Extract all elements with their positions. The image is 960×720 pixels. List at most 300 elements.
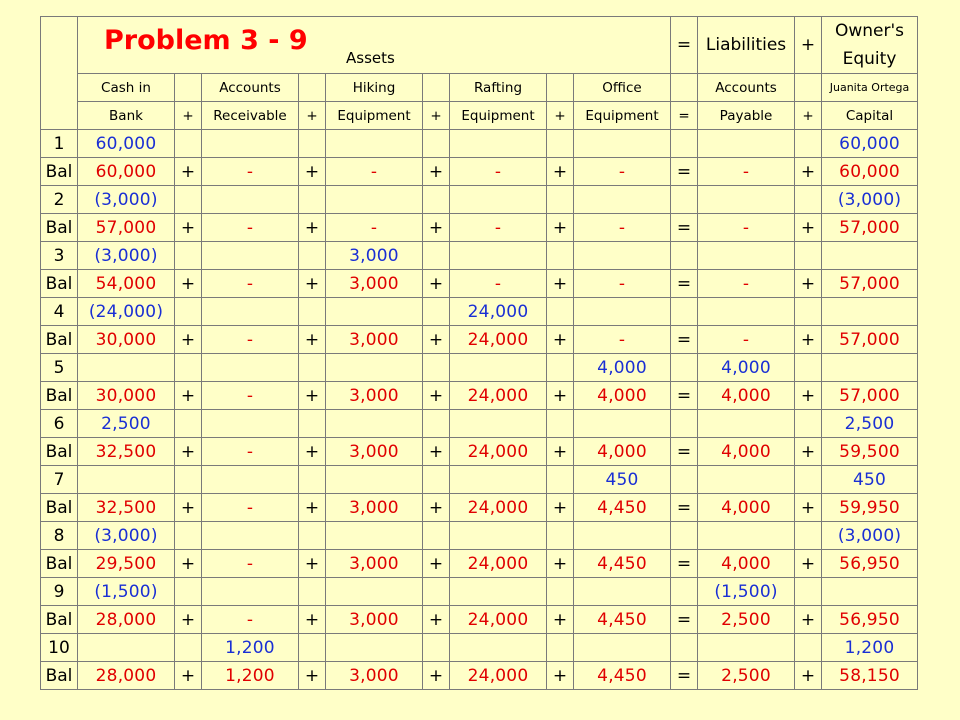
- equals-sign: [671, 298, 698, 326]
- cell-rafting: [450, 130, 547, 158]
- cell-capital: [822, 298, 918, 326]
- plus-sign: +: [795, 438, 822, 466]
- plus-sign: +: [795, 550, 822, 578]
- op-cell: [671, 74, 698, 102]
- cell-ar: [202, 410, 299, 438]
- cell-rafting: 24,000: [450, 382, 547, 410]
- row-label: 7: [41, 466, 78, 494]
- plus-sign: [423, 522, 450, 550]
- plus-sign: +: [299, 270, 326, 298]
- cell-cash: (3,000): [78, 242, 175, 270]
- owners-equity-line-2: Equity: [842, 49, 897, 69]
- cell-hiking: 3,000: [326, 662, 423, 690]
- cell-rafting: 24,000: [450, 438, 547, 466]
- cell-rafting: [450, 634, 547, 662]
- plus-sign: +: [423, 102, 450, 130]
- cell-office: -: [574, 214, 671, 242]
- col-hiking-header-2: Equipment: [326, 102, 423, 130]
- plus-sign: [299, 354, 326, 382]
- plus-sign: [175, 578, 202, 606]
- op-cell: [175, 74, 202, 102]
- plus-sign: +: [795, 494, 822, 522]
- balance-row: [41, 214, 918, 242]
- cell-rafting: 24,000: [450, 298, 547, 326]
- cell-capital: (3,000): [822, 522, 918, 550]
- col-cash-header-2: Bank: [78, 102, 175, 130]
- cell-hiking: 3,000: [326, 242, 423, 270]
- plus-sign: +: [547, 270, 574, 298]
- plus-sign: [175, 410, 202, 438]
- plus-sign: +: [547, 158, 574, 186]
- plus-sign: +: [299, 606, 326, 634]
- cell-hiking: 3,000: [326, 326, 423, 354]
- cell-ap: [698, 410, 795, 438]
- cell-rafting: [450, 522, 547, 550]
- cell-ap: [698, 242, 795, 270]
- cell-office: 4,450: [574, 550, 671, 578]
- cell-office: -: [574, 158, 671, 186]
- cell-ap: -: [698, 270, 795, 298]
- cell-ar: [202, 354, 299, 382]
- cell-ar: -: [202, 326, 299, 354]
- cell-office: [574, 578, 671, 606]
- col-rafting-header-2: Equipment: [450, 102, 547, 130]
- cell-hiking: [326, 634, 423, 662]
- cell-rafting: 24,000: [450, 550, 547, 578]
- plus-sign: [299, 130, 326, 158]
- transaction-row: [41, 522, 918, 550]
- cell-ap: [698, 186, 795, 214]
- plus-sign: +: [795, 158, 822, 186]
- plus-sign: +: [795, 326, 822, 354]
- cell-capital: 60,000: [822, 130, 918, 158]
- plus-sign: +: [423, 270, 450, 298]
- cell-rafting: 24,000: [450, 326, 547, 354]
- plus-sign: +: [175, 102, 202, 130]
- cell-capital: 57,000: [822, 326, 918, 354]
- equals-sign: =: [671, 438, 698, 466]
- row-label: 5: [41, 354, 78, 382]
- balance-row: [41, 382, 918, 410]
- cell-cash: [78, 466, 175, 494]
- plus-sign: [795, 298, 822, 326]
- plus-sign: +: [175, 550, 202, 578]
- cell-office: [574, 242, 671, 270]
- cell-capital: [822, 578, 918, 606]
- cell-hiking: [326, 410, 423, 438]
- cell-capital: 57,000: [822, 270, 918, 298]
- cell-cash: 30,000: [78, 382, 175, 410]
- cell-hiking: -: [326, 214, 423, 242]
- plus-sign: +: [299, 382, 326, 410]
- cell-capital: 450: [822, 466, 918, 494]
- cell-ap: -: [698, 214, 795, 242]
- transaction-row: [41, 466, 918, 494]
- equals-sign: [671, 242, 698, 270]
- header-row-top: [41, 17, 918, 74]
- cell-ap: 2,500: [698, 662, 795, 690]
- cell-rafting: [450, 578, 547, 606]
- plus-sign: +: [795, 606, 822, 634]
- cell-ar: -: [202, 606, 299, 634]
- plus-sign: [423, 354, 450, 382]
- plus-sign: [299, 634, 326, 662]
- equals-sign: [671, 522, 698, 550]
- cell-rafting: -: [450, 158, 547, 186]
- plus-sign: [795, 634, 822, 662]
- cell-cash: 57,000: [78, 214, 175, 242]
- plus-sign: +: [175, 382, 202, 410]
- cell-ar: -: [202, 550, 299, 578]
- balance-row: [41, 662, 918, 690]
- plus-sign: [299, 186, 326, 214]
- row-label: 4: [41, 298, 78, 326]
- row-label: 8: [41, 522, 78, 550]
- plus-sign: [423, 578, 450, 606]
- cell-ap: 2,500: [698, 606, 795, 634]
- cell-office: -: [574, 270, 671, 298]
- plus-sign: [175, 298, 202, 326]
- plus-sign: +: [299, 494, 326, 522]
- balance-row: [41, 550, 918, 578]
- equals-sign: =: [671, 606, 698, 634]
- cell-ar: [202, 130, 299, 158]
- col-office-header-2: Equipment: [574, 102, 671, 130]
- cell-cash: 29,500: [78, 550, 175, 578]
- equals-sign: =: [671, 17, 698, 74]
- cell-cash: 30,000: [78, 326, 175, 354]
- cell-capital: [822, 354, 918, 382]
- col-ap-header-1: Accounts: [698, 74, 795, 102]
- plus-sign: [547, 578, 574, 606]
- plus-sign: [795, 130, 822, 158]
- owners-equity-line-1: Owner's: [834, 21, 905, 41]
- cell-capital: 56,950: [822, 606, 918, 634]
- plus-sign: +: [547, 102, 574, 130]
- plus-sign: +: [547, 606, 574, 634]
- plus-sign: [423, 186, 450, 214]
- plus-sign: +: [547, 382, 574, 410]
- cell-office: 4,000: [574, 354, 671, 382]
- corner-cell: [41, 17, 78, 130]
- plus-sign: +: [175, 662, 202, 690]
- col-ar-header-2: Receivable: [202, 102, 299, 130]
- cell-capital: 59,500: [822, 438, 918, 466]
- cell-cash: 32,500: [78, 438, 175, 466]
- cell-ar: [202, 578, 299, 606]
- plus-sign: +: [299, 550, 326, 578]
- cell-rafting: 24,000: [450, 662, 547, 690]
- cell-cash: 60,000: [78, 158, 175, 186]
- plus-sign: +: [547, 662, 574, 690]
- plus-sign: [547, 298, 574, 326]
- cell-hiking: 3,000: [326, 550, 423, 578]
- cell-rafting: -: [450, 214, 547, 242]
- plus-sign: +: [795, 662, 822, 690]
- cell-ap: 4,000: [698, 438, 795, 466]
- plus-sign: +: [175, 606, 202, 634]
- plus-sign: +: [547, 214, 574, 242]
- cell-cash: 32,500: [78, 494, 175, 522]
- transaction-row: [41, 242, 918, 270]
- balance-row: [41, 270, 918, 298]
- plus-sign: [175, 634, 202, 662]
- plus-sign: [299, 298, 326, 326]
- plus-sign: [795, 410, 822, 438]
- col-hiking-header-1: Hiking: [326, 74, 423, 102]
- cell-office: [574, 634, 671, 662]
- plus-sign: [795, 466, 822, 494]
- plus-sign: [175, 242, 202, 270]
- cell-hiking: [326, 522, 423, 550]
- plus-sign: [299, 242, 326, 270]
- plus-sign: +: [299, 438, 326, 466]
- cell-ar: [202, 298, 299, 326]
- row-label: 10: [41, 634, 78, 662]
- plus-sign: [175, 466, 202, 494]
- plus-sign: [423, 130, 450, 158]
- row-label: Bal: [41, 382, 78, 410]
- cell-hiking: [326, 298, 423, 326]
- equals-sign: =: [671, 158, 698, 186]
- cell-ap: [698, 634, 795, 662]
- cell-hiking: [326, 186, 423, 214]
- cell-cash: [78, 634, 175, 662]
- transaction-row: [41, 578, 918, 606]
- plus-sign: [299, 466, 326, 494]
- cell-hiking: [326, 130, 423, 158]
- plus-sign: [795, 522, 822, 550]
- header-row-2: [41, 74, 918, 102]
- cell-capital: [822, 242, 918, 270]
- plus-sign: [795, 242, 822, 270]
- cell-cash: (3,000): [78, 186, 175, 214]
- plus-sign: +: [175, 214, 202, 242]
- plus-sign: +: [547, 550, 574, 578]
- cell-rafting: 24,000: [450, 494, 547, 522]
- row-label: 3: [41, 242, 78, 270]
- row-label: Bal: [41, 438, 78, 466]
- equals-sign: =: [671, 270, 698, 298]
- plus-sign: [547, 634, 574, 662]
- equals-sign: [671, 354, 698, 382]
- assets-label: Assets: [346, 49, 395, 67]
- cell-cash: (24,000): [78, 298, 175, 326]
- plus-sign: +: [795, 382, 822, 410]
- cell-ap: 4,000: [698, 550, 795, 578]
- cell-office: [574, 410, 671, 438]
- cell-ap: (1,500): [698, 578, 795, 606]
- transaction-row: [41, 634, 918, 662]
- row-label: Bal: [41, 550, 78, 578]
- transaction-row: [41, 410, 918, 438]
- row-label: Bal: [41, 158, 78, 186]
- cell-capital: 2,500: [822, 410, 918, 438]
- plus-sign: [175, 522, 202, 550]
- plus-sign: +: [423, 606, 450, 634]
- col-cash-header-1: Cash in: [78, 74, 175, 102]
- equals-sign: =: [671, 326, 698, 354]
- plus-sign: [547, 242, 574, 270]
- transaction-row: [41, 130, 918, 158]
- transaction-row: [41, 298, 918, 326]
- plus-sign: [547, 186, 574, 214]
- balance-row: [41, 494, 918, 522]
- cell-office: 4,000: [574, 382, 671, 410]
- plus-sign: +: [423, 214, 450, 242]
- op-cell: [547, 74, 574, 102]
- row-label: Bal: [41, 270, 78, 298]
- row-label: 9: [41, 578, 78, 606]
- transaction-row: [41, 186, 918, 214]
- cell-ar: -: [202, 158, 299, 186]
- row-label: Bal: [41, 662, 78, 690]
- plus-sign: +: [299, 158, 326, 186]
- cell-capital: 60,000: [822, 158, 918, 186]
- plus-sign: +: [175, 158, 202, 186]
- cell-ar: -: [202, 214, 299, 242]
- cell-cash: 2,500: [78, 410, 175, 438]
- plus-sign: [423, 298, 450, 326]
- row-label: Bal: [41, 494, 78, 522]
- cell-ar: [202, 466, 299, 494]
- cell-hiking: -: [326, 158, 423, 186]
- cell-ar: [202, 186, 299, 214]
- cell-office: [574, 298, 671, 326]
- equals-sign: [671, 186, 698, 214]
- cell-hiking: 3,000: [326, 382, 423, 410]
- plus-sign: +: [795, 270, 822, 298]
- col-rafting-header-1: Rafting: [450, 74, 547, 102]
- equals-sign: [671, 130, 698, 158]
- plus-sign: +: [299, 214, 326, 242]
- cell-ap: [698, 522, 795, 550]
- plus-sign: [175, 186, 202, 214]
- op-cell: [299, 74, 326, 102]
- cell-capital: 1,200: [822, 634, 918, 662]
- plus-sign: [175, 130, 202, 158]
- plus-sign: [547, 410, 574, 438]
- plus-sign: [299, 410, 326, 438]
- cell-capital: 58,150: [822, 662, 918, 690]
- plus-sign: +: [547, 438, 574, 466]
- cell-ap: [698, 298, 795, 326]
- plus-sign: +: [547, 494, 574, 522]
- cell-cash: 54,000: [78, 270, 175, 298]
- equals-sign: [671, 578, 698, 606]
- plus-sign: [795, 354, 822, 382]
- cell-ar: -: [202, 438, 299, 466]
- cell-office: 4,450: [574, 494, 671, 522]
- equals-sign: =: [671, 550, 698, 578]
- plus-sign: [795, 186, 822, 214]
- cell-cash: (1,500): [78, 578, 175, 606]
- page-title: Problem 3 - 9: [104, 25, 308, 56]
- plus-sign: +: [423, 382, 450, 410]
- accounting-equation-table: [40, 16, 918, 690]
- header-row-3: [41, 102, 918, 130]
- cell-capital: 59,950: [822, 494, 918, 522]
- balance-row: [41, 326, 918, 354]
- equals-sign: =: [671, 494, 698, 522]
- equals-sign: [671, 466, 698, 494]
- equals-sign: [671, 634, 698, 662]
- col-ap-header-2: Payable: [698, 102, 795, 130]
- cell-cash: 60,000: [78, 130, 175, 158]
- row-label: Bal: [41, 606, 78, 634]
- cell-office: -: [574, 326, 671, 354]
- balance-row: [41, 606, 918, 634]
- row-label: 6: [41, 410, 78, 438]
- cell-hiking: 3,000: [326, 494, 423, 522]
- cell-rafting: [450, 466, 547, 494]
- equals-sign: =: [671, 382, 698, 410]
- cell-office: 4,450: [574, 606, 671, 634]
- cell-rafting: [450, 242, 547, 270]
- plus-sign: +: [423, 550, 450, 578]
- cell-ar: 1,200: [202, 662, 299, 690]
- plus-sign: +: [175, 494, 202, 522]
- owners-equity-label: [822, 17, 918, 74]
- col-capital-header-2: Capital: [822, 102, 918, 130]
- equals-sign: =: [671, 214, 698, 242]
- cell-ap: -: [698, 158, 795, 186]
- op-cell: [423, 74, 450, 102]
- cell-ap: 4,000: [698, 494, 795, 522]
- plus-sign: +: [299, 102, 326, 130]
- cell-capital: 57,000: [822, 214, 918, 242]
- col-ar-header-1: Accounts: [202, 74, 299, 102]
- plus-sign: +: [795, 17, 822, 74]
- cell-ar: -: [202, 270, 299, 298]
- equals-sign: [671, 410, 698, 438]
- cell-capital: 56,950: [822, 550, 918, 578]
- cell-ar: -: [202, 494, 299, 522]
- balance-row: [41, 158, 918, 186]
- plus-sign: +: [423, 326, 450, 354]
- plus-sign: +: [175, 326, 202, 354]
- plus-sign: [423, 242, 450, 270]
- cell-cash: 28,000: [78, 606, 175, 634]
- plus-sign: +: [795, 214, 822, 242]
- cell-ap: 4,000: [698, 382, 795, 410]
- row-label: Bal: [41, 326, 78, 354]
- plus-sign: +: [547, 326, 574, 354]
- cell-hiking: [326, 466, 423, 494]
- plus-sign: [299, 578, 326, 606]
- op-cell: [795, 74, 822, 102]
- plus-sign: +: [299, 662, 326, 690]
- plus-sign: +: [175, 438, 202, 466]
- cell-office: [574, 522, 671, 550]
- cell-cash: 28,000: [78, 662, 175, 690]
- transaction-row: [41, 354, 918, 382]
- cell-capital: 57,000: [822, 382, 918, 410]
- cell-rafting: [450, 354, 547, 382]
- title-cell: [78, 17, 671, 74]
- cell-ar: 1,200: [202, 634, 299, 662]
- cell-hiking: 3,000: [326, 270, 423, 298]
- cell-ap: -: [698, 326, 795, 354]
- cell-hiking: 3,000: [326, 438, 423, 466]
- plus-sign: [175, 354, 202, 382]
- cell-capital: (3,000): [822, 186, 918, 214]
- balance-row: [41, 438, 918, 466]
- plus-sign: [547, 130, 574, 158]
- cell-hiking: [326, 354, 423, 382]
- plus-sign: [423, 410, 450, 438]
- cell-ap: [698, 466, 795, 494]
